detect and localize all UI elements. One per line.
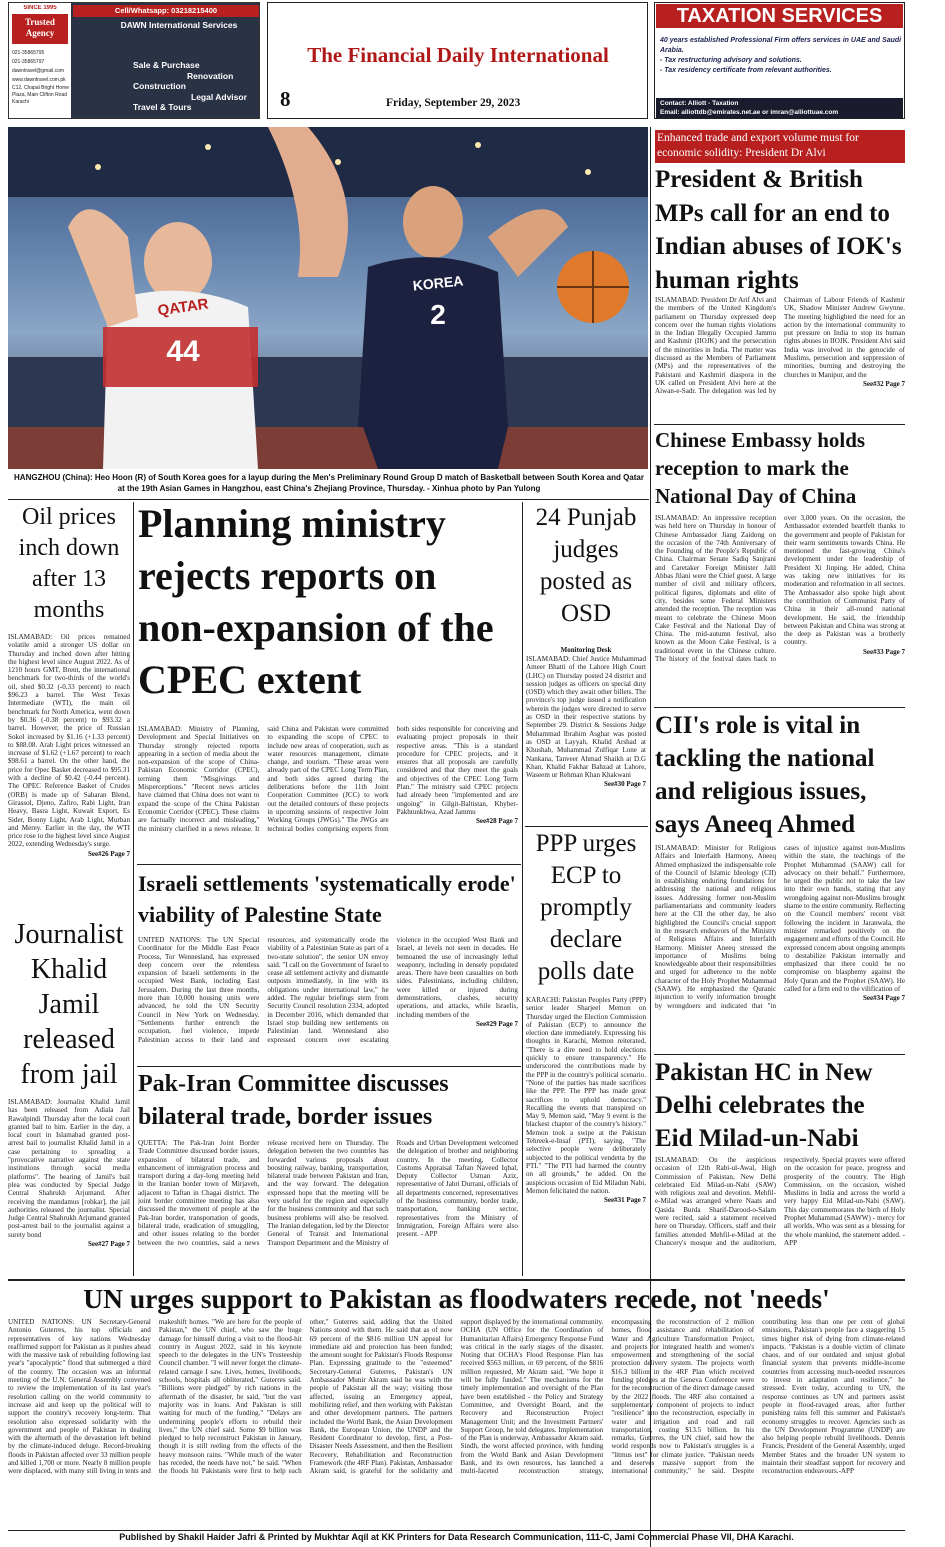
article-body: ISLAMABAD: Oil prices remained volatile amid a stronger US dollar on Thursday and inched down after hitting the highest level since August 2022. As of 1210 hours GMT, Brent, the international benchmark for two-thirds of the world's oil, shed $0.32 (-0.33 percent) to reach $96.23 a barrel. The West Texas Intermediate (WTI), the main oil benchmark for North America, went down by $0.36 (-0.38 percent) to $93.32 a barrel. However, the price of Russian Sokol increased by $1.16 (+1.33 percent) to $88.08. Arab Light prices witnessed an increase of $1.62 (+1.67 percent) to reach $98.61 a barrel. On the other hand, the price for Opec Basket decreased to $95.31 with a decline of $0.42 (-0.44 percent). The OPEC Reference Basket of Crudes (ORB) is made up of Saharan Blend, Girassol, Djeno, Zafiro, Rabi Light, Iran Heavy, Basra Light, Kuwait Export, Es Sider, Bonny Light, Arab Light, Murban and Merey. Earlier in the day, the WTI price rose to the highest level since August 2022, extending Wednesday's surge. — [8, 633, 130, 849]
article-nabi — [655, 1156, 905, 1276]
see-link[interactable]: See#28 Page 7 — [475, 817, 518, 826]
jersey-right-text: KOREA — [412, 272, 464, 294]
divider — [525, 826, 648, 827]
service-item: Travel & Tours — [133, 102, 192, 112]
headline-pakiran: Pak-Iran Committee discusses bilateral trade, border issues — [138, 1071, 449, 1130]
article-oil — [8, 633, 130, 915]
article-body: ISLAMABAD: Ministry of Planning, Development and Special Initiatives on Thursday strongly rejected reports appearing in a section of media about the non-expansion of the scope of China-Pakistan Economic Corridor (CPEC), terming them "Misgivings and Misperceptions." "Recent news articles have claimed that China does not want to expand the scope of the China Pakistan Economic Corridor (CPEC). These claims are factually incorrect and misleading," the ministry clarified in a news release. It said China and Pakistan were committed to expanding the scope of CPEC to include new areas of cooperation, such as water resources management, climate change, and tourism. "These areas were already part of the CPEC Long Term Plan, and both sides agreed during the deliberations before the 11th Joint Cooperation Committee (JCC) to work out the detailed contours of these projects in upcoming sessions of respective Joint Working Groups (JWGs)." The JWGs are technical bodies comprising experts from both sides responsible for conceiving and evaluating project proposals in their respective areas. "This is a standard procedure for CPEC projects, and it ensures that all proposals are carefully considered and that they meet the goals and objectives of the CPEC Long Term Plan." The ministry said CPEC projects had already been "implemented and are ongoing" in Gilgit-Baltistan, Khyber-Pakhtunkhwa, Azad Jammu — [138, 725, 518, 833]
divider — [654, 707, 905, 708]
ad-dawn-phone: Cell/Whatsapp: 03218215400 — [73, 5, 259, 17]
article-pakiran — [138, 1139, 518, 1276]
headline-cii: CII's role is vital in tackling the national and religious issues, says Aneeq Ahmed — [655, 712, 875, 838]
column-divider — [133, 502, 134, 1276]
headline-journalist: Journalist Khalid Jamil released from jail — [14, 919, 124, 1090]
see-link[interactable]: See#26 Page 7 — [88, 849, 130, 858]
headline-un: UN urges support to Pakistan as floodwaters recede, not 'needs' — [83, 1283, 830, 1314]
see-link[interactable]: See#34 Page 7 — [863, 994, 905, 1003]
see-link[interactable]: See#30 Page 7 — [604, 780, 646, 789]
article-israeli — [138, 936, 518, 1063]
jersey-left-number: 44 — [166, 335, 200, 368]
contact-line: dawntravel@gmail.com — [12, 68, 65, 74]
article-body: ISLAMABAD: On the auspicious occasion of 12th Rabi-ul-Awal, High Commission of Pakistan, New Delhi celebrated Eid Milad-un-Nabi (SAW) with religious zeal and devotion. Mehfil-e-Milad was arranged where Naats and Qasida Burda Sharif-Darood-o-Salam were recited, said a statement received here on Thursday. Officers, staff and their families attended Mehfil-e-Milad at the Chancery's mosque and the auditorium, respectively. Special prayers were offered on the occasion for peace, progress and prosperity of the country. The High Commission, on the occasion, wished Muslims in India and across the world a very happy Eid Milad-un-Nabi (SAW). This day commemorates the birth of Holy Prophet Muhammad (SAWW) - mercy for all worlds, Who was sent as a blessing for the whole mankind, the statement added. - APP — [655, 1156, 905, 1247]
divider — [8, 1530, 905, 1531]
masthead-title: The Financial Daily International — [307, 43, 609, 67]
article-body: ISLAMABAD: President Dr Arif Alvi and the members of the United Kingdom's parliament on Thursday expressed deep concern over the human rights violations in the Indian Illegally Occupied Jammu and Kashmir (IIOJK) and the persecution of the minorities in India. The matter was discussed as the Members of Parliament (MPs) and the representatives of the Pakistani and Kashmiri diaspora in the UK called on President Alvi here at the Aiwan-e-Sadr. The delegation was led by Chairman of Labour Friends of Kashmir UK, Shadow Minister Andrew Gwynne. The meeting highlighted the need for an action by the international community to put pressure on India to stop its human rights abuses in IIOJK. President Alvi said India was involved in the genocide of Muslims, persecution and suppression of minorities, burning and destroying the churches in Manipur, and the — [655, 296, 905, 396]
service-item: Sale & Purchase — [133, 60, 200, 70]
ad-dawn-left-panel — [9, 3, 71, 118]
tax-line: - Tax residency certificate from relevant authorities. — [660, 67, 832, 74]
article-journalist — [8, 1098, 130, 1276]
ad-taxation-lines — [660, 36, 902, 76]
see-link[interactable]: See#29 Page 7 — [475, 1019, 518, 1028]
see-link[interactable]: See#27 Page 7 — [88, 1240, 130, 1249]
ad-dawn-company: DAWN International Services — [120, 20, 238, 30]
imprint-footer: Published by Shakil Haider Jafri & Printed by Mukhtar Aqil at KK Printers for Data Research Communication, 111-C, Jami Commercial Phase VII, DHA Karachi. — [119, 1532, 794, 1542]
masthead — [267, 2, 648, 119]
jersey-left-text: QATAR — [156, 295, 210, 320]
article-president — [655, 296, 905, 422]
ad-taxation[interactable] — [654, 2, 905, 119]
article-body: ISLAMABAD: Chief Justice Muhammad Ameer Bhatti of the Lahore High Court (LHC) on Thursday posted 24 district and session judges as officers on special duty (OSD) which they await other billets. The province's top judge issued a notification wherein the judges were directed to serve as OSD in their respective stations by September 29. District & Sessions Judge Muhammad Ibrahim Asghar was posted as OSD at Layyah, Khalid Arshad at Khushab, Muhammad Zulfiqar Lone at Nankana, Tanveer Ahmad Shaikh at D.G Khan, Khalid Fakhar Bahzad at Lahore, Waseem ur Rehman Khan Khakwani — [526, 655, 646, 780]
headline-oil: Oil prices inch down after 13 months — [18, 504, 120, 623]
service-item: Legal Advisor — [191, 91, 247, 102]
jersey-right-number: 2 — [430, 299, 446, 330]
ad-dawn-agency: Trusted Agency — [12, 14, 68, 44]
basketball-photo — [8, 127, 648, 469]
divider — [137, 864, 521, 865]
article-cii — [655, 844, 905, 1052]
contact-line: www.dawntravel.com.pk — [12, 77, 66, 83]
headline-planning: Planning ministry rejects reports on non-expansion of the CPEC extent — [138, 501, 494, 702]
tax-email: Email: alliottdb@emirates.net.ae or imran@alliottuae.com — [660, 109, 839, 116]
ad-dawn-contact-list — [12, 49, 70, 106]
article-ppp — [526, 996, 646, 1276]
headline-punjab: 24 Punjab judges posted as OSD — [535, 504, 637, 627]
photo-illustration — [8, 127, 648, 469]
service-item: Construction — [133, 81, 186, 91]
masthead-date: Friday, September 29, 2023 — [386, 97, 521, 109]
see-link[interactable]: See#32 Page 7 — [863, 379, 905, 388]
headline-embassy: Chinese Embassy holds reception to mark the National Day of China — [655, 428, 866, 508]
divider — [8, 1279, 905, 1281]
ad-dawn-badge: SINCE 1995 — [23, 5, 57, 11]
byline-punjab: Monitoring Desk — [560, 646, 612, 654]
ad-taxation-title: TAXATION SERVICES — [656, 4, 903, 28]
ad-taxation-contact-bar — [656, 98, 903, 118]
contact-line: C12, Chapal Bright Home Plaza, Main Clifton Road Karachi — [12, 85, 69, 105]
contact-line: 021-35865795 — [12, 50, 45, 56]
article-body: ISLAMABAD: An impressive reception was held here on Thursday in honour of Chinese Ambassador Jiang Zaidong on the occasion of the 74th Anniversary of the Founding of the People's Republic of China. Chairman Senate Sadiq Sanjrani and Caretaker Foreign Minister Jalil Abbas Jilani were the Chief guest. A large number of civil and military officers, political figures, diplomats and elite of city, besides some Federal Ministers attended the reception. The reception was meant to celebrate the Chinese Moon Cake Festival and the National Day of China. The mid-autumn festival, also known as the Moon Cake Festival, is a traditional event in the Chinese culture. The history of the festival dates back to over 3,000 years. On the occasion, the Ambassador extended heartfelt thanks to the government and people of Pakistan for their warm sentiments towards China. He mentioned the fast-growing China's development under the leadership of President Xi Jinping. He added, China was taking new initiatives for its moderation and reformation in all sectors. The Ambassador also spoke high about the contribution of Communist Party of China in their all-round national development. He said, the friendship between Pakistan and China was strong at the deep as Pakistan was a brotherly country. — [655, 514, 905, 664]
ad-dawn[interactable] — [8, 2, 260, 119]
divider — [654, 1054, 905, 1055]
headline-nabi: Pakistan HC in New Delhi celebrates the Eid Milad-un-Nabi — [655, 1059, 873, 1152]
see-link[interactable]: See#31 Page 7 — [604, 1196, 646, 1205]
contact-line: 021-35865797 — [12, 59, 45, 65]
service-item: Renovation — [187, 70, 234, 81]
article-body: KARACHI: Pakistan Peoples Party (PPP) senior leader Sharjeel Memon on Thursday urged the Election Commission of Pakistan (ECP) to announce the election date immediately. Expressing his thoughts in Karachi, Memon reiterated, "There is a dire need to hold elections quickly to ensure transparency." He underscored the contributions made by the PPP in the country's political scenario. "None of the parties has made sacrifices like the PPP. The PPP has made great sacrifices to uphold democracy." Recalling the events that transpired on May 9, Memon said, "May 9 event is the blackest chapter of the country's history." Memon took a swipe at the Pakistan Tehreek-e-Insaf (PTI), saying, "The selective people were deliberately subjected to the political vendetta by the PTI." "The PTI had harmed the country on all grounds," he added. On the auspicious occasion of Eid Miladun Nabi, Memon felicitated the nation. — [526, 996, 646, 1195]
headline-ppp: PPP urges ECP to promptly declare polls date — [535, 830, 637, 985]
tax-line: - Tax restructuring advisory and solutions. — [660, 57, 802, 64]
article-body: ISLAMABAD: Minister for Religious Affairs and Interfaith Harmony, Aneeq Ahmed emphasized the indispensable role of the Council of Islamic Ideology (CII) in establishing enduring foundations for addressing the national and religious issues. Addressing former non-Muslim parliamentarians and community leaders here at the CII the other day, he also highlighted the Council's crucial support in the research endeavors of the Ministry of Religious Affairs and Interfaith Harmony. Minister Aneeq stressed the importance of Muslims being knowledgeable about their responsibilities and urged for adherence to the noble character of the Holy Prophet Muhammad (SAAW). He emphasized the Quranic injunction to verify information brought by wrongdoers and indicated that "in cases of injustice against non-Muslims within the state, the teachings of the Prophet Muhammad (SAAW) call for advocacy on their behalf." Furthermore, he urged the public not to take the law into their own hands, stating that any wrongdoing against non-Muslims brought shame to the entire community. Reflecting on the Council members' recent visit following the incident in Jaranwala, the minister remarked positively on the engagement and efforts of the Council. He expressed concern about ongoing attempts to destabilize Pakistan internally and emphasized that there could be no compromise on blasphemy against the Holy Quran and the Prophet (SAAW). He called for a firm end to the vilification of — [655, 844, 905, 1010]
page-number: 8 — [280, 87, 291, 111]
article-embassy — [655, 514, 905, 704]
kicker-banner: Enhanced trade and export volume must for economic solidity: President Dr Alvi — [655, 130, 905, 163]
headline-israeli: Israeli settlements 'systematically erode' viability of Palestine State — [138, 871, 516, 927]
ad-dawn-services — [75, 60, 259, 113]
divider — [654, 424, 905, 425]
article-body: UNITED NATIONS: UN Secretary-General Antonio Guterres, his top officials and representatives of key nations Wednesday reaffirmed support for Pakistan as it pushes ahead with the massive task of rebuilding following last year's "apocalyptic" flood that submerged a third of the country. The occasion was an informal meeting of the U.N. General Assembly convened to review the implementation of its last year's resolution calling on the world community to increase aid and keep up the political will to support the country's recovery long-term. That resolution also expressed solidarity with the government and people of Pakistan in dealing with the aftermath of the devastation left behind by the climate-induced deluge. Record-breaking floods in Pakistan affected over 33 million people and killed 1,700 or more. Nearly 8 million people were displaced, with many still living in tents and makeshift homes. "We are here for the people of Pakistan," the UN chief, who saw the huge damage for himself during a visit to the flood-hit country in August 2022, said in his keynote speech to the delegates in the UN's Trusteeship Council chamber. "I will never forget the climate-related carnage I saw. Lives, homes, livelihoods, schools, hospitals all obliterated," Guterres said. "Billions were pledged" by rich nations in the aftermath of the disaster, he said, "but the vast majority was in loans. And Pakistan is still waiting for much of the funding." "Delays are undermining people's efforts to rebuild their lives," the UN chief said. Some $9 billion was pledged to help reconstruct Pakistan in January, though it is still reeling from the effects of the heavy monsoon rains. "While much of the water has receded, the needs have not," he said. "When the floods hit Pakistanis were first to help each other," Guterres said, adding that the United Nations stood with them. He said that as of now 69 percent of the $816 million UN appeal for immediate aid and protection has been funded; the amount sought for Pakistan's Floods Response Plan. Expressing gratitude to the "esteemed" Secretary-General Guterres, Pakistan's UN Ambassador Munir Akram said he was with the people of Pakistan all the way; visiting those affected, issuing an Emergency appeal, mobilizing relief, and then working with Pakistan and other development partners. The partners included the World Bank, the Asian Development Bank, the European Union, the UNDP and the Resident Coordinator to develop, first, a Post-Disaster Needs Assessment, and then the Resilient Recovery, Rehabilitation and Reconstruction Framework (the 4RF Plan). Pakistan, Ambassador Akram said, is grateful for the solidarity and support displayed by the international community. OCHA (UN Office for the Coordination of Humanitarian Affairs) Emergency Response Fund was critical in the early stages of the disaster. Noting that OCHA's Flood Response Plan has received $563 million, or 69 percent, of the $816 million requested, Mr Akram said, "We hope it will be fully funded." The mechanisms for the timely implementation and oversight of the Plan have been established - the Policy and Strategy Committee, and Oversight Board, and the Recovery and Reconstruction Project Management Unit; and the Investment Partners' Support Group, he told delegates. Implementation of the Plan is underway, Ambassador Akram said. Sindh, the worst affected province, with funding from the World Bank and Asian Development Bank, and its own resources, has launched a multi-faceted reconstruction strategy, encompassing the reconstruction of 2 million homes, flood assistance and rehabilitation of Water and Agriculture Transformation Project, and projects for integrated health and women's empowerment and strengthening of the social protection delivery system. The projects worth $16.3 billion in the 4RF Plan which received funding pledges at the Geneva Conference were for the reconstruction of the direct damage caused by the 2022 floods. The 4RF also contained a supplementary component of projects to induct "resilience" into the reconstruction, especially in water and irrigation and road and rail transportation, costing $13.5 billion. In his remarks, Guterres, the UN chief, said how the world responds now to Pakistan's struggles is a "litmus test" for climate justice. "Pakistan needs and deserves massive support from the international community," he said. Despite contributing less than one per cent of global emissions, Pakistan's people face a staggering 15 times higher risk of dying from climate-related impacts. "Pakistan is a double victim of climate chaos, and of our outdated and unjust global financial system that prevents middle-income countries from accessing much-needed resources to invest in adaptation and resilience," he stressed. Even today, according to UN, the response continues as UN and partners assist people in flood-ravaged areas, after further punishing rains fell this summer and Pakistan's economy struggles to recover. Agencies such as the UN Development Programme (UNDP) are also helping people rebuild livelihoods. Dennis Francis, President of the General Assembly, urged Member States and the broader UN system to maintain their steadfast support for recovery and reconstruction endeavours.-APP — [8, 1318, 905, 1476]
divider — [137, 1066, 521, 1067]
tax-line: 40 years established Professional Firm offers services in UAE and Saudi Arabia. — [660, 37, 902, 54]
article-body: QUETTA: The Pak-Iran Joint Border Trade Committee discussed border issues, expansion of bilateral trade, and enhancement of immigration process and transport during a day-long meeting held in the Iranian border town of Mirjaveh, adjacent to Taftan in Chagai district. The joint border committee meeting has also discussed the movement of people at the Pak-Iran border, transportation of goods, bilateral trade, eradication of smuggling, and other issues relating to the border between the two countries, said a news release received here on Thursday. The delegation between the two countries has forwarded various proposals about boosting railway, banking, transportation, bilateral trade between Pakistan and Iran, and the way forward. The delegation expressed hope that the meeting will be very useful for the region and especially for the business community and that such business problems will also be resolved. The Iranian delegation, led by the Director General of Transit and International Transport Department and the Ministry of Roads and Urban Development welcomed the delegation of brother and neighboring country. In the meeting, Collector Customs Appraisal Taftan Naveed Iqbal, Deputy Collector Usman Aziz, representative of Jahri Durrani, officials of all departments concerned, representatives of the business community, border trade, transportation, banking sector, representatives from the Ministry of Immigration, Foreign Affairs were also present. - APP — [138, 1139, 518, 1247]
article-body: UNITED NATIONS: The UN Special Coordinator for the Middle East Peace Process, Tor Wennesland, has expressed deep concern over the relentless expansion of Israeli settlements in the occupied West Bank, including East Jerusalem. During the last three months, more than 10,000 housing units were advanced, he told the UN Security Council in New York on Wednesday. "Settlements further entrench the occupation, fuel violence, impede Palestinian access to their land and resources, and systematically erode the viability of a Palestinian State as part of a two-state solution", the senior UN envoy said. "I call on the Government of Israel to cease all settlement activity and dismantle outposts immediately, in line with its obligations under international law," he added. The regular briefings stem from Security Council resolution 2334, adopted in December 2016, which demanded that Israel stop building new settlements on Palestinian land. Wennesland also expressed concern over escalating violence in the occupied West Bank and Israel, at levels not seen in decades. He bemoaned the use of increasingly lethal weaponry, including in densely populated areas. There have been casualties on both sides. Palestinians, including children, were killed or injured during demonstrations, clashes, security operations, and attacks, while Israelis, including members of the — [138, 936, 518, 1044]
headline-president: President & British MPs call for an end to Indian abuses of IOK's human rights — [655, 166, 902, 294]
column-divider — [522, 502, 523, 1276]
article-planning — [138, 725, 518, 861]
article-un — [8, 1318, 905, 1528]
article-punjab — [526, 655, 646, 825]
see-link[interactable]: See#33 Page 7 — [863, 647, 905, 656]
article-body: ISLAMABAD: Journalist Khalid Jamil has been released from Adiala Jail Rawalpindi Thursday after the local court granted bail to him. Earlier in the day, a local court in Islamabad granted post-arrest bail to journalist Khalid Jamil in a case pertaining to spreading a "provocative narrative against the state institutions through social media platforms". The hearing of Jamil's bail plea was conducted by Special Judge Central Shahrukh Arjumand. After receiving the mandamus [robkar], the jail authorities released the journalist. Special Judge Central Shahrukh Arjumand granted post-arrest bail to the journalist against a surety bond — [8, 1098, 130, 1239]
tax-contact: Contact: Alliott - Taxation — [660, 100, 739, 107]
photo-caption: HANGZHOU (China): Heo Hoon (R) of South Korea goes for a layup during the Men's Preliminary Round Group D match of Basketball between South Korea and Qatar at the 19th Asian Games in Hangzhou, east China's Zhejiang Province, Thursday. - Xinhua photo by Pan Yulong — [14, 473, 644, 493]
